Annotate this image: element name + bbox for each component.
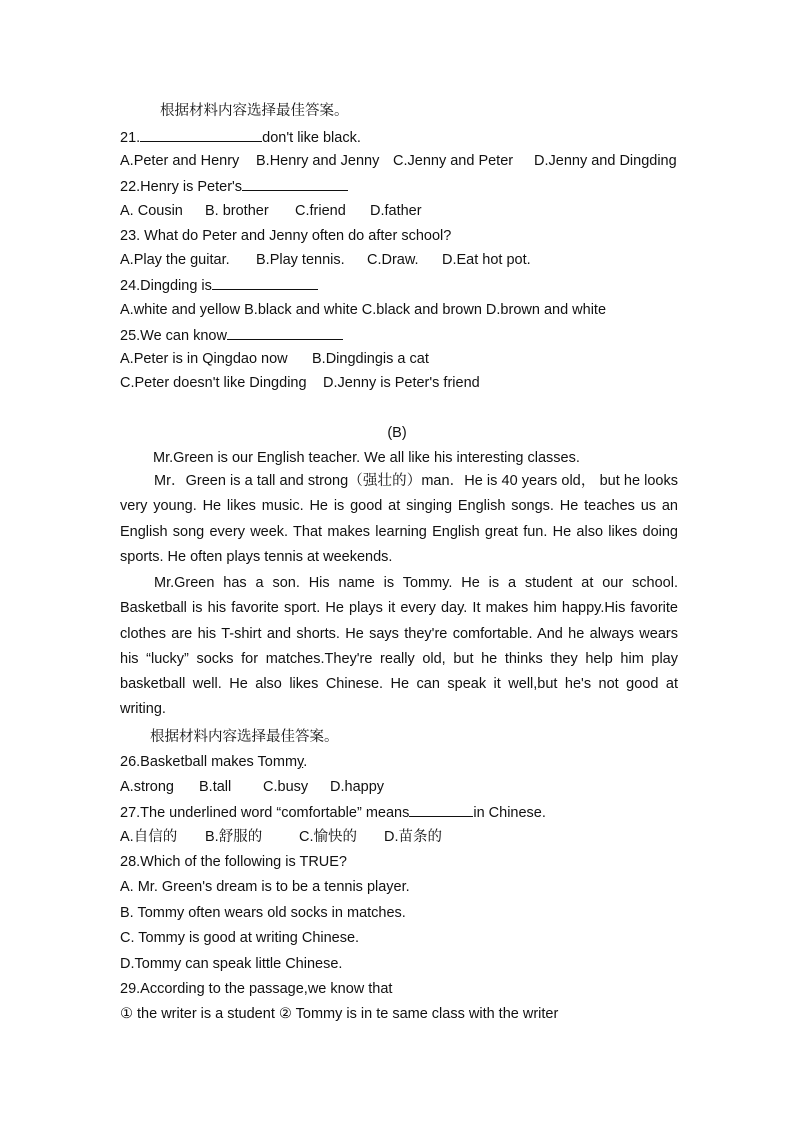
passage-intro: Mr.Green is our English teacher. We all like his interesting classes. bbox=[153, 450, 580, 466]
q28-option-d[interactable]: D.Tommy can speak little Chinese. bbox=[120, 956, 343, 972]
q27-option-d[interactable]: D.苗条的 bbox=[384, 829, 442, 845]
q21-options bbox=[120, 151, 677, 171]
q28-option-a[interactable]: A. Mr. Green's dream is to be a tennis player. bbox=[120, 879, 410, 895]
q26-period: . bbox=[303, 754, 308, 770]
passage-paragraph-1: Mr．Green is a tall and strong（强壮的）man．He is 40 years old， but he looks very young. He likes music. He is good at singing English songs. He teaches us an English song every week. That makes learning English great fun. He also likes doing sports. He often plays tennis at weekends. bbox=[120, 473, 678, 565]
q27-text: 27.The underlined word “comfortable” means bbox=[120, 805, 410, 821]
q25-blank[interactable] bbox=[227, 325, 343, 340]
q27-text-end: in Chinese. bbox=[473, 805, 546, 821]
q21-option-a[interactable]: A.Peter and Henry bbox=[120, 153, 240, 169]
q25-text: 25.We can know bbox=[120, 328, 227, 344]
q21-option-c[interactable]: C.Jenny and Peter bbox=[393, 153, 514, 169]
q29-options[interactable]: ① the writer is a student ② Tommy is in te same class with the writer bbox=[120, 1006, 559, 1022]
q22-blank[interactable] bbox=[242, 176, 348, 191]
q27-option-b[interactable]: B.舒服的 bbox=[205, 829, 263, 845]
q26-options bbox=[120, 777, 384, 797]
q21-blank[interactable] bbox=[140, 127, 262, 142]
q26-option-d[interactable]: D.happy bbox=[330, 779, 385, 795]
q27-blank[interactable] bbox=[409, 802, 473, 817]
q25-option-b[interactable]: B.Dingdingis a cat bbox=[312, 351, 429, 367]
q24-blank[interactable] bbox=[212, 275, 318, 290]
question-23: 23. What do Peter and Jenny often do after school? bbox=[120, 228, 452, 244]
question-26 bbox=[120, 752, 307, 772]
q27-option-c[interactable]: C.愉快的 bbox=[299, 829, 357, 845]
q28-option-c[interactable]: C. Tommy is good at writing Chinese. bbox=[120, 930, 360, 946]
q21-text: don't like black. bbox=[262, 130, 361, 146]
q27-option-a[interactable]: A.自信的 bbox=[120, 829, 178, 845]
q22-option-c[interactable]: C.friend bbox=[295, 203, 346, 219]
q24-options[interactable]: A.white and yellow B.black and white C.black and brown D.brown and white bbox=[120, 302, 607, 318]
q26-option-b[interactable]: B.tall bbox=[199, 779, 232, 795]
q26-text: 26.Basketball makes Tomm bbox=[120, 754, 298, 770]
q23-option-c[interactable]: C.Draw. bbox=[367, 252, 419, 268]
q22-option-d[interactable]: D.father bbox=[370, 203, 422, 219]
q22-options bbox=[120, 201, 422, 221]
q21-option-d[interactable]: D.Jenny and Dingding bbox=[534, 153, 677, 169]
section-a-instruction: 根据材料内容选择最佳答案。 bbox=[160, 103, 349, 119]
question-24 bbox=[120, 275, 318, 296]
q25-options-row2 bbox=[120, 373, 480, 393]
section-b-instruction: 根据材料内容选择最佳答案。 bbox=[150, 729, 339, 745]
q25-option-c[interactable]: C.Peter doesn't like Dingding bbox=[120, 375, 307, 391]
question-22 bbox=[120, 176, 348, 197]
q26-underlined-letter: y bbox=[297, 754, 304, 770]
q25-option-a[interactable]: A.Peter is in Qingdao now bbox=[120, 351, 288, 367]
q21-number: 21. bbox=[120, 130, 141, 146]
q23-option-a[interactable]: A.Play the guitar. bbox=[120, 252, 230, 268]
question-28: 28.Which of the following is TRUE? bbox=[120, 854, 348, 870]
q26-option-c[interactable]: C.busy bbox=[263, 779, 309, 795]
q26-option-a[interactable]: A.strong bbox=[120, 779, 174, 795]
q28-option-b[interactable]: B. Tommy often wears old socks in matches. bbox=[120, 905, 406, 921]
question-29: 29.According to the passage,we know that bbox=[120, 981, 393, 997]
passage-paragraph-2: Mr.Green has a son. His name is Tommy. He is a student at our school. Basketball is his favorite sport. He plays it every day. It makes him happy.His favorite clothes are his T-shirt and shorts. He says they're comfortable. And he always wears his “lucky” socks for matches.They're really old, but he thinks they help him play basketball well. He also likes Chinese. He can speak it well,but he's not good at writing. bbox=[120, 575, 678, 718]
q23-option-d[interactable]: D.Eat hot pot. bbox=[442, 252, 531, 268]
q27-options bbox=[120, 827, 442, 847]
q22-option-b[interactable]: B. brother bbox=[205, 203, 269, 219]
q22-text: 22.Henry is Peter's bbox=[120, 179, 243, 195]
q25-option-d[interactable]: D.Jenny is Peter's friend bbox=[323, 375, 480, 391]
q23-options bbox=[120, 250, 531, 270]
q23-option-b[interactable]: B.Play tennis. bbox=[256, 252, 345, 268]
q22-option-a[interactable]: A. Cousin bbox=[120, 203, 183, 219]
section-b-label: (B) bbox=[387, 425, 407, 441]
question-25 bbox=[120, 325, 343, 346]
question-27 bbox=[120, 802, 546, 823]
q24-text: 24.Dingding is bbox=[120, 278, 212, 294]
question-21 bbox=[120, 127, 361, 148]
q21-option-b[interactable]: B.Henry and Jenny bbox=[256, 153, 380, 169]
q25-options-row1 bbox=[120, 349, 429, 369]
